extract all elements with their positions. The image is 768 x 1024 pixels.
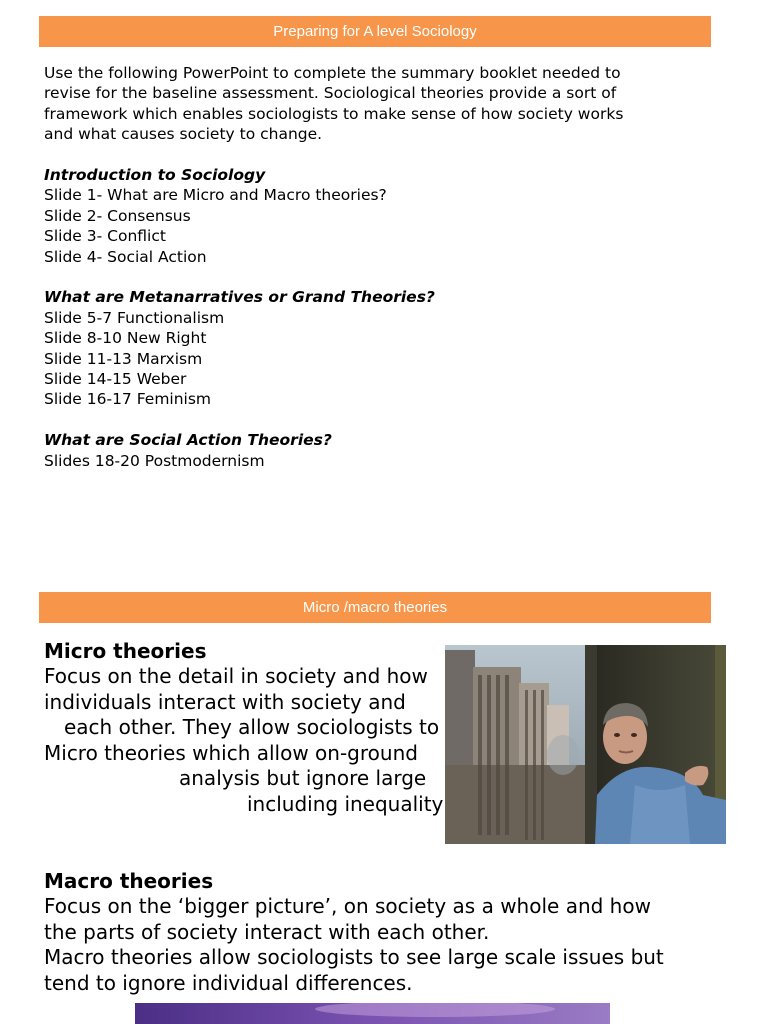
man-at-window-photo [445,645,726,844]
macro-line: the parts of society interact with each other. [44,919,490,944]
micro-line: Micro theories which allow on-ground [44,740,418,765]
micro-line: analysis but ignore large [179,766,427,791]
slide-index [44,165,704,471]
section-heading-introduction: Introduction to Sociology [44,166,266,184]
list-item: Slide 5-7 Functionalism [44,308,225,327]
list-item: Slide 4- Social Action [44,247,207,266]
list-item: Slide 3- Conflict [44,227,166,246]
macro-theories-heading: Macro theories [44,869,214,893]
intro-line: Use the following PowerPoint to complete the summary booklet needed to [44,64,621,82]
list-item: Slide 11-13 Marxism [44,349,203,368]
list-item: Slide 1- What are Micro and Macro theories? [44,186,387,205]
micro-line: including inequality [247,791,444,816]
section-heading-social-action: What are Social Action Theories? [44,431,332,450]
micro-theories-text [44,664,444,844]
list-item: Slide 2- Consensus [44,206,191,225]
intro-paragraph [44,63,704,145]
list-item: Slides 18-20 Postmodernism [44,451,265,470]
slide-header-micro-macro: Micro /macro theories [39,592,711,623]
micro-line: each other. They allow sociologists to [64,715,440,740]
macro-line: Macro theories allow sociologists to see large scale issues but [44,945,664,970]
macro-line: Focus on the ‘bigger picture’, on society as a whole and how [44,894,651,918]
cropped-bottom-photo [135,1003,610,1024]
section-heading-metanarratives: What are Metanarratives or Grand Theories? [44,288,435,307]
intro-line: framework which enables sociologists to make sense of how society works [44,104,624,123]
list-item: Slide 14-15 Weber [44,370,187,389]
list-item: Slide 8-10 New Right [44,329,207,348]
macro-theories-text [44,894,744,996]
macro-line: tend to ignore individual differences. [44,970,413,995]
slide-header-preparing: Preparing for A level Sociology [39,16,711,47]
intro-line: revise for the baseline assessment. Sociological theories provide a sort of [44,84,617,103]
micro-theories-heading: Micro theories [44,639,207,663]
micro-line: individuals interact with society and [44,689,406,714]
intro-line: and what causes society to change. [44,125,323,144]
micro-line: Focus on the detail in society and how [44,664,428,688]
list-item: Slide 16-17 Feminism [44,390,212,409]
